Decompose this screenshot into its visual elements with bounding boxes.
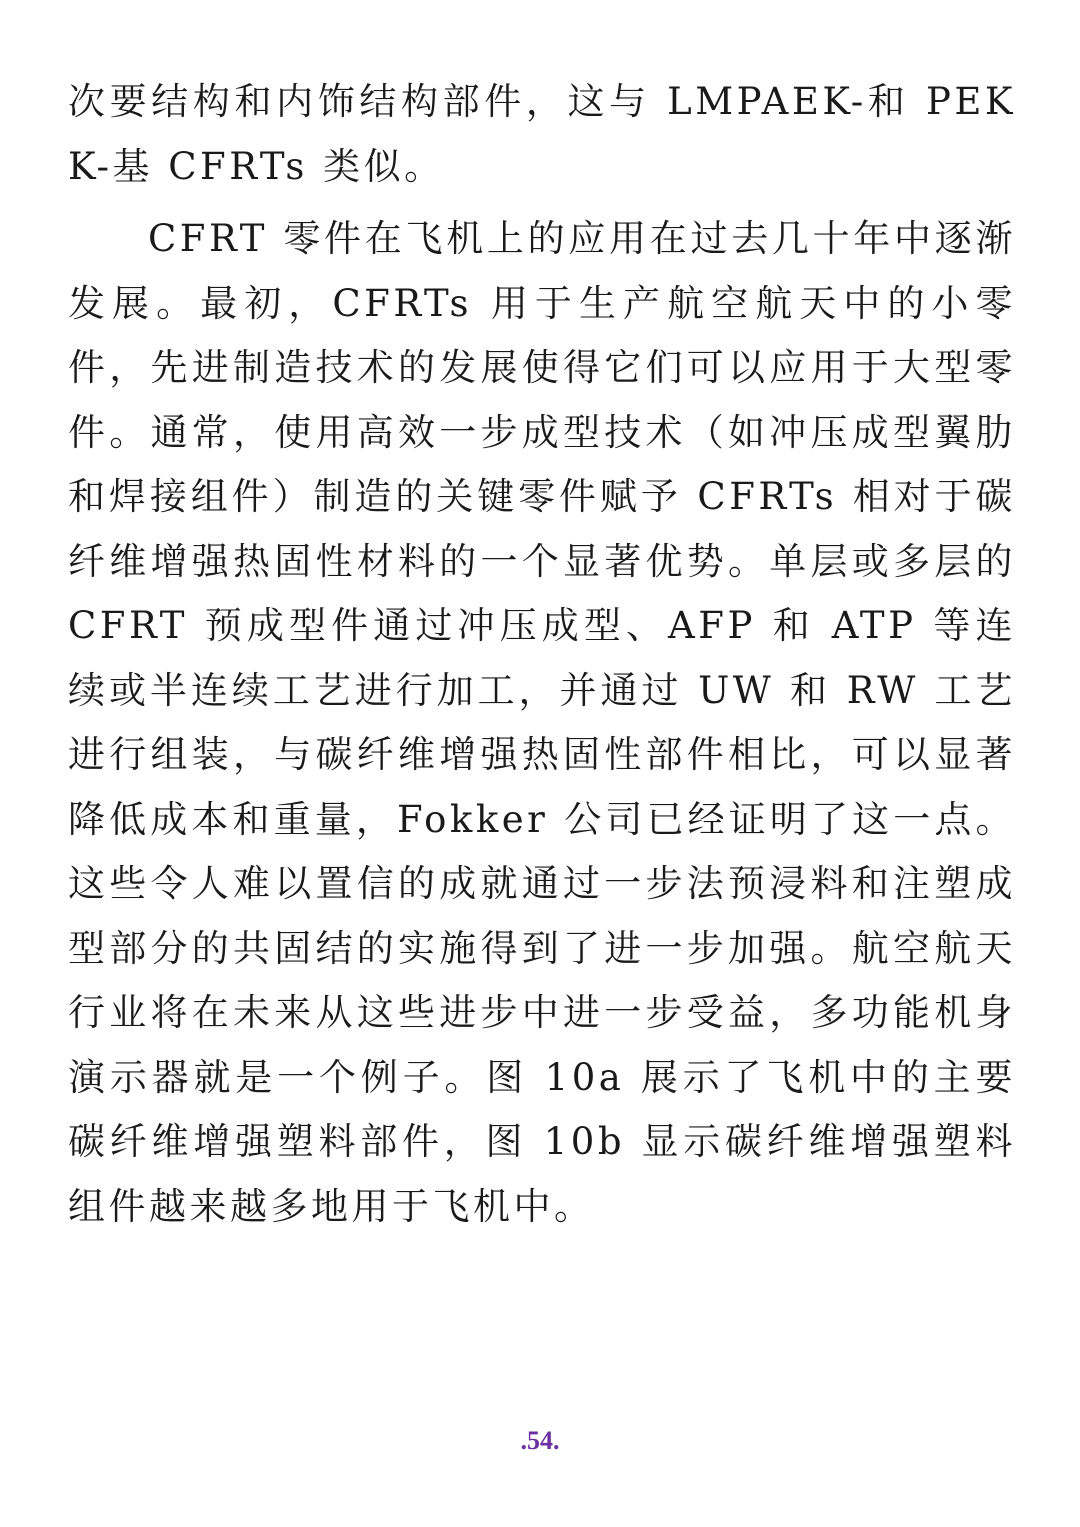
paragraph-continuation: 次要结构和内饰结构部件，这与 LMPAEK-和 PEKK-基 CFRTs 类似。 [68,80,1016,188]
page-number: .54. [520,1426,560,1455]
document-body [68,70,1016,1239]
paragraph-cfrt-applications: CFRT 零件在飞机上的应用在过去几十年中逐渐发展。最初，CFRTs 用于生产航空航天中的小零件，先进制造技术的发展使得它们可以应用于大型零件。通常，使用高效一步成型技术（如冲压成型翼肋和焊接组件）制造的关键零件赋予 CFRTs 相对于碳纤维增强热固性材料的一个显著优势。单层或多层的 CFRT 预成型件通过冲压成型、AFP 和 ATP 等连续或半连续工艺进行加工，并通过 UW 和 RW 工艺进行组装，与碳纤维增强热固性部件相比，可以显著降低成本和重量，Fokker 公司已经证明了这一点。这些令人难以置信的成就通过一步法预浸料和注塑成型部分的共固结的实施得到了进一步加强。航空航天行业将在未来从这些进步中进一步受益，多功能机身演示器就是一个例子。图 10a 展示了飞机中的主要碳纤维增强塑料部件，图 10b 显示碳纤维增强塑料组件越来越多地用于飞机中。 [68,217,1016,1228]
